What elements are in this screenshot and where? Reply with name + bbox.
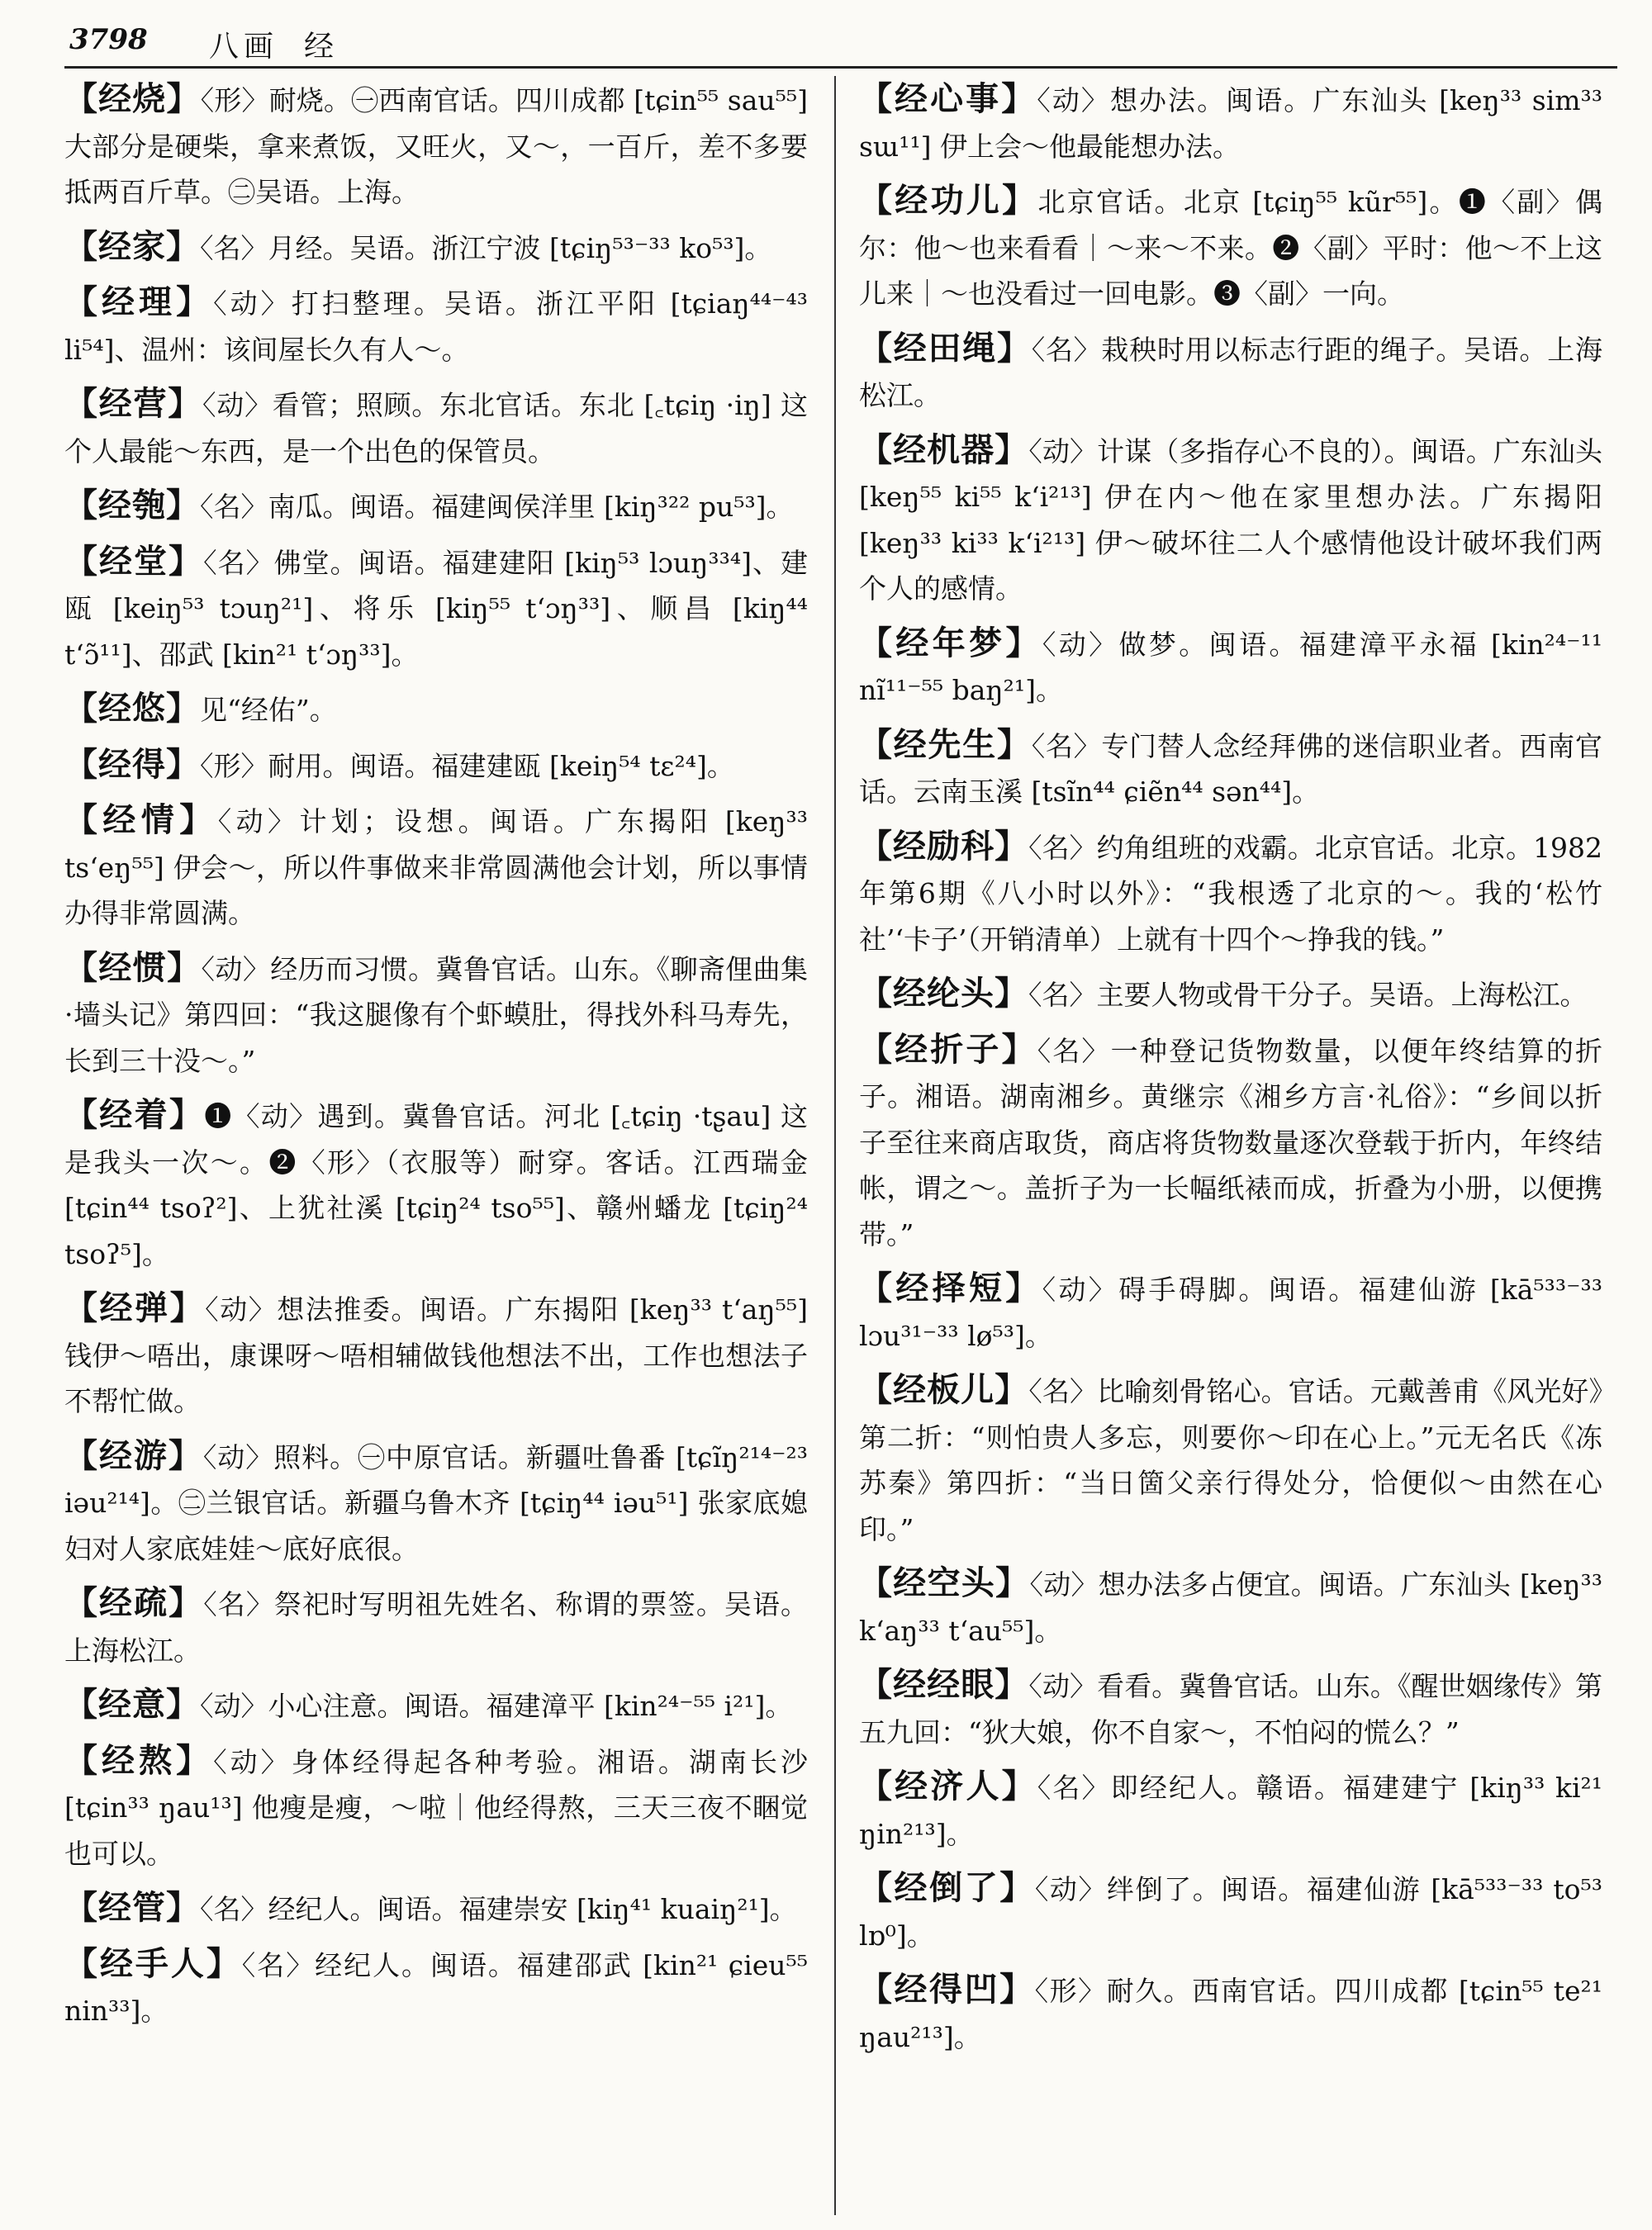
entry-headword: 【经济人】 bbox=[859, 1767, 1037, 1805]
dictionary-entry bbox=[64, 1580, 808, 1673]
entry-definition: 〈名〉比喻刻骨铭心。官话。元戴善甫《风光好》第二折：“则怕贵人多忘，则要你～印在心上。”元无名氏《冻苏秦》第四折：“当日箇父亲行得处分，恰便似～由然在心印。” bbox=[859, 1375, 1602, 1545]
dictionary-entry bbox=[859, 178, 1602, 317]
dictionary-entry bbox=[64, 539, 808, 678]
dictionary-entry bbox=[64, 945, 808, 1084]
dictionary-entry bbox=[859, 325, 1602, 419]
dictionary-entry bbox=[859, 427, 1602, 612]
entry-definition: 〈名〉栽秧时用以标志行距的绳子。吴语。上海松江。 bbox=[859, 333, 1602, 411]
entry-headword: 【经家】 bbox=[64, 226, 200, 266]
dictionary-entry bbox=[64, 1285, 808, 1425]
entry-definition: 〈动〉碍手碍脚。闽语。福建仙游 [kā⁵³³⁻³³ lɔu³¹⁻³³ lø⁵³]。 bbox=[859, 1274, 1602, 1352]
entry-headword: 【经堂】 bbox=[64, 541, 204, 581]
entry-headword: 【经功儿】 bbox=[859, 181, 1038, 220]
dictionary-entry bbox=[859, 1662, 1602, 1755]
entry-headword: 【经年梦】 bbox=[859, 623, 1042, 662]
entry-headword: 【经熬】 bbox=[64, 1740, 214, 1780]
entry-headword: 【经烧】 bbox=[64, 79, 201, 118]
entry-definition: 〈动〉计谋（多指存心不良的）。闽语。广东汕头 [keŋ⁵⁵ ki⁵⁵ kʻi²¹³] 伊在内～他在家里想办法。广东揭阳 [keŋ³³ ki³³ kʻi²¹³] 伊～破坏往二人个感情他设计破坏我们两个人的感情。 bbox=[859, 434, 1602, 605]
dictionary-entry bbox=[64, 797, 808, 937]
dictionary-entry bbox=[859, 823, 1602, 963]
entry-definition: 〈名〉南瓜。闽语。福建闽侯洋里 [kiŋ³²² pu⁵³]。 bbox=[200, 491, 794, 523]
entry-headword: 【经营】 bbox=[64, 384, 202, 423]
entry-definition: 〈名〉经纪人。闽语。福建崇安 [kiŋ⁴¹ kuaiŋ²¹]。 bbox=[200, 1893, 797, 1925]
entry-headword: 【经悠】 bbox=[64, 689, 200, 728]
entry-definition: 〈名〉一种登记货物数量，以便年终结算的折子。湘语。湖南湘乡。黄继宗《湘乡方言·礼俗》：“乡间以折子至往来商店取货，商店将货物数量逐次登载于折内，年终结帐，谓之～。盖折子为一长幅纸裱而成，折叠为小册，以便携带。” bbox=[859, 1034, 1602, 1250]
dictionary-entry bbox=[64, 76, 808, 216]
dictionary-entry bbox=[859, 1967, 1602, 2060]
dictionary-entry bbox=[859, 1367, 1602, 1552]
entry-headword: 【经机器】 bbox=[859, 429, 1029, 469]
dictionary-entry bbox=[64, 279, 808, 372]
dictionary-entry bbox=[859, 1763, 1602, 1857]
entry-definition: 〈名〉专门替人念经拜佛的迷信职业者。西南官话。云南玉溪 [tsĩn⁴⁴ ɕiẽn⁴⁴ sən⁴⁴]。 bbox=[859, 729, 1602, 808]
column-divider bbox=[834, 76, 836, 2215]
dictionary-entry bbox=[859, 970, 1602, 1018]
entry-headword: 【经心事】 bbox=[859, 79, 1037, 118]
entry-headword: 【经得凹】 bbox=[859, 1970, 1035, 2009]
entry-definition: 〈动〉计划；设想。闽语。广东揭阳 [keŋ³³ tsʻeŋ⁵⁵] 伊会～，所以件事做来非常圆满他会计划，所以事情办得非常圆满。 bbox=[64, 805, 808, 929]
entry-headword: 【经游】 bbox=[64, 1435, 203, 1475]
dictionary-entry bbox=[64, 1433, 808, 1573]
entry-definition: 〈动〉看看。冀鲁官话。山东。《醒世姻缘传》第五九回：“狄大娘，你不自家～，不怕闷的慌么？” bbox=[859, 1670, 1602, 1748]
entry-headword: 【经弹】 bbox=[64, 1288, 206, 1327]
dictionary-entry bbox=[64, 1941, 808, 2034]
section-label: 八画 bbox=[209, 30, 279, 64]
entry-headword: 【经经眼】 bbox=[859, 1665, 1029, 1704]
entry-definition: 〈动〉做梦。闽语。福建漳平永福 [kin²⁴⁻¹¹ nĩ¹¹⁻⁵⁵ baŋ²¹]。 bbox=[859, 628, 1602, 706]
dictionary-entry bbox=[64, 1885, 808, 1933]
dictionary-entry bbox=[64, 686, 808, 733]
entry-definition: 〈动〉想法推委。闽语。广东揭阳 [keŋ³³ tʻaŋ⁵⁵] 钱伊～唔出，康课呀～唔相辅做钱他想法不出，工作也想法子不帮忙做。 bbox=[64, 1293, 808, 1417]
right-column bbox=[859, 76, 1602, 2215]
dictionary-entry bbox=[859, 1027, 1602, 1258]
dictionary-entry bbox=[64, 1092, 808, 1277]
dictionary-entry bbox=[64, 482, 808, 530]
entry-headword: 【经手人】 bbox=[64, 1943, 242, 1983]
entry-definition: 〈动〉身体经得起各种考验。湘语。湖南长沙 [tɕin³³ ŋau¹³] 他瘦是瘦，～啦｜他经得熬，三天三夜不睏觉也可以。 bbox=[64, 1745, 808, 1870]
entry-definition: 〈动〉想办法。闽语。广东汕头 [keŋ³³ sim³³ sɯ¹¹] 伊上会～他最能想办法。 bbox=[859, 84, 1602, 163]
entry-headword: 【经管】 bbox=[64, 1888, 200, 1927]
page-header bbox=[64, 18, 1617, 69]
dictionary-entry bbox=[64, 224, 808, 272]
entry-headword: 【经先生】 bbox=[859, 724, 1032, 764]
entry-definition: 见“经佑”。 bbox=[200, 694, 337, 726]
entry-definition: 〈动〉看管；照顾。东北官话。东北 [꜀tɕiŋ ·iŋ] 这个人最能～东西，是一个出色的保管员。 bbox=[64, 389, 808, 467]
dictionary-entry bbox=[64, 381, 808, 474]
dictionary-entry bbox=[859, 1265, 1602, 1359]
dictionary-entry bbox=[859, 1560, 1602, 1654]
entry-definition: 〈动〉照料。㊀中原官话。新疆吐鲁番 [tɕĩŋ²¹⁴⁻²³ iəu²¹⁴]。㊁兰银官话。新疆乌鲁木齐 [tɕiŋ⁴⁴ iəu⁵¹] 张家底媳妇对人家底娃娃～底好底很。 bbox=[64, 1440, 808, 1565]
entry-headword: 【经择短】 bbox=[859, 1269, 1042, 1307]
entry-headword: 【经空头】 bbox=[859, 1563, 1030, 1602]
entry-definition: 〈名〉约角组班的戏霸。北京官话。北京。1982年第6期《八小时以外》：“我根透了北京的～。我的‘松竹社’‘卡子’（开销清单）上就有十四个～挣我的钱。” bbox=[859, 831, 1602, 956]
entry-headword: 【经惯】 bbox=[64, 947, 202, 987]
entry-headword: 【经板儿】 bbox=[859, 1370, 1029, 1409]
entry-headword: 【经倒了】 bbox=[859, 1868, 1035, 1907]
entry-definition: 〈名〉经纪人。闽语。福建邵武 [kin²¹ ɕieu⁵⁵ nin³³]。 bbox=[64, 1948, 808, 2027]
entry-definition: 北京官话。北京 [tɕiŋ⁵⁵ kũr⁵⁵]。❶〈副〉偶尔：他～也来看看｜～来～不来。❷〈副〉平时：他～不上这儿来｜～也没看过一回电影。❸〈副〉一向。 bbox=[859, 186, 1602, 310]
entry-definition: 〈形〉耐用。闽语。福建建瓯 [keiŋ⁵⁴ tɛ²⁴]。 bbox=[200, 749, 734, 782]
entry-definition: 〈名〉即经纪人。赣语。福建建宁 [kiŋ³³ ki²¹ ŋin²¹³]。 bbox=[859, 1772, 1602, 1850]
entry-definition: 〈形〉耐久。西南官话。四川成都 [tɕin⁵⁵ te²¹ ŋau²¹³]。 bbox=[859, 1975, 1602, 2053]
entry-definition: 〈形〉耐烧。㊀西南官话。四川成都 [tɕin⁵⁵ sau⁵⁵] 大部分是硬柴，拿来煮饭，又旺火，又～，一百斤，差不多要抵两百斤草。㊁吴语。上海。 bbox=[64, 84, 808, 208]
dictionary-entry bbox=[859, 76, 1602, 169]
entry-definition: 〈名〉佛堂。闽语。福建建阳 [kiŋ⁵³ lɔuŋ³³⁴]、建瓯 [keiŋ⁵³ tɔuŋ²¹]、将乐 [kiŋ⁵⁵ tʻɔŋ³³]、顺昌 [kiŋ⁴⁴ tʻɔ̃¹¹]、邵武 [kin²¹ tʻɔŋ³³]。 bbox=[64, 546, 808, 671]
entry-headword: 【经匏】 bbox=[64, 486, 200, 524]
entry-definition: 〈名〉祭祀时写明祖先姓名、称谓的票签。吴语。上海松江。 bbox=[64, 1588, 808, 1667]
entry-headword: 【经折子】 bbox=[859, 1029, 1037, 1069]
header-character: 经 bbox=[304, 30, 335, 64]
entry-definition: ❶〈动〉遇到。冀鲁官话。河北 [꜀tɕiŋ ·tʂau] 这是我头一次～。❷〈形〉（衣服等）耐穿。客话。江西瑞金 [tɕin⁴⁴ tsoʔ²]、上犹社溪 [tɕiŋ²⁴ tso⁵⁵]、赣州蟠龙 [tɕiŋ²⁴ tsoʔ⁵]。 bbox=[64, 1100, 808, 1270]
entry-headword: 【经得】 bbox=[64, 744, 200, 784]
entry-headword: 【经理】 bbox=[64, 282, 214, 321]
entry-headword: 【经疏】 bbox=[64, 1583, 204, 1622]
entry-headword: 【经纶头】 bbox=[859, 974, 1028, 1013]
dictionary-entry bbox=[64, 1738, 808, 1877]
entry-definition: 〈动〉小心注意。闽语。福建漳平 [kin²⁴⁻⁵⁵ i²¹]。 bbox=[200, 1690, 793, 1722]
entry-headword: 【经田绳】 bbox=[859, 328, 1032, 368]
dictionary-entry bbox=[64, 742, 808, 790]
entry-definition: 〈名〉月经。吴语。浙江宁波 [tɕiŋ⁵³⁻³³ ko⁵³]。 bbox=[200, 231, 772, 264]
dictionary-entry bbox=[859, 1865, 1602, 1958]
page-number: 3798 bbox=[69, 23, 148, 56]
entry-definition: 〈名〉主要人物或骨干分子。吴语。上海松江。 bbox=[1028, 979, 1588, 1011]
entry-headword: 【经励科】 bbox=[859, 826, 1029, 866]
dictionary-entry bbox=[859, 620, 1602, 714]
entry-headword: 【经意】 bbox=[64, 1685, 200, 1724]
left-column bbox=[64, 76, 808, 2215]
entry-definition: 〈动〉打扫整理。吴语。浙江平阳 [tɕiaŋ⁴⁴⁻⁴³ li⁵⁴]、温州：该间屋长久有人～。 bbox=[64, 287, 808, 366]
entry-definition: 〈动〉经历而习惯。冀鲁官话。山东。《聊斋俚曲集·墙头记》第四回：“我这腿像有个虾蟆肚，得找外科马寿先，长到三十没～。” bbox=[64, 952, 808, 1077]
entry-headword: 【经着】 bbox=[64, 1095, 205, 1134]
dictionary-entry bbox=[859, 722, 1602, 815]
entry-definition: 〈动〉想办法多占便宜。闽语。广东汕头 [keŋ³³ kʻaŋ³³ tʻau⁵⁵]。 bbox=[859, 1568, 1602, 1647]
dictionary-entry bbox=[64, 1682, 808, 1729]
entry-definition: 〈动〉绊倒了。闽语。福建仙游 [kā⁵³³⁻³³ to⁵³ lɒ⁰]。 bbox=[859, 1873, 1602, 1952]
entry-headword: 【经情】 bbox=[64, 800, 218, 839]
